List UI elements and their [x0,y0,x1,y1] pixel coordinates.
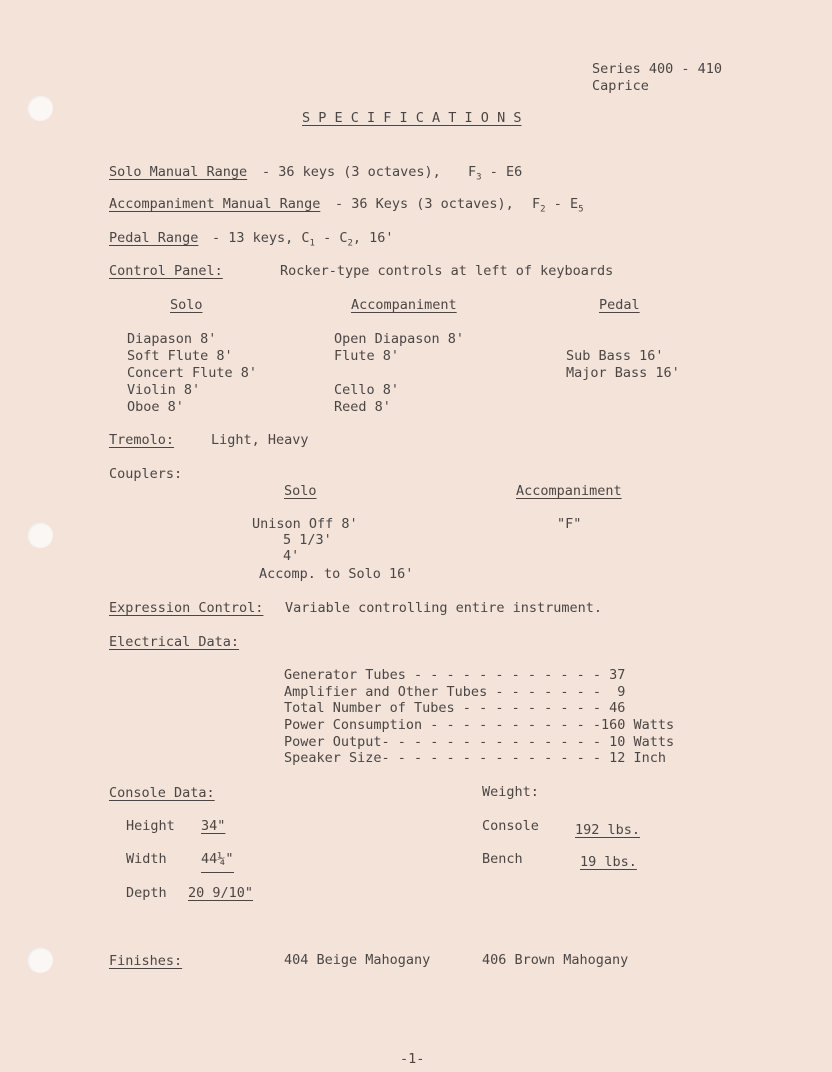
coupler-item: 4' [283,548,300,564]
model-name: Caprice [592,78,649,94]
page-title: S P E C I F I C A T I O N S [302,110,522,126]
accomp-manual-label: Accompaniment Manual Range [109,196,321,212]
console-weight-label: Console [482,818,539,834]
electrical-row: Power Consumption - - - - - - - - - - -160 Watts [284,717,675,733]
couplers-label: Couplers: [109,466,183,482]
finishes-label: Finishes: [109,953,183,969]
depth-value: 20 9/10" [188,885,254,901]
solo-column-heading: Solo [170,297,203,313]
expression-text: Variable controlling entire instrument. [285,600,602,616]
width-label: Width [126,851,167,867]
accomp-stop: Reed 8' [334,399,391,415]
coupler-accomp-item: "F" [557,516,582,532]
binder-hole-middle [27,522,53,548]
coupler-item: Unison Off 8' [252,516,358,532]
bench-weight-label: Bench [482,851,523,867]
electrical-row: Generator Tubes - - - - - - - - - - - - 37 [284,667,626,683]
finish-option: 406 Brown Mahogany [482,952,629,968]
solo-manual-label: Solo Manual Range [109,164,248,180]
console-weight-value: 192 lbs. [575,822,641,838]
solo-manual-text: - 36 keys (3 octaves), [262,164,441,180]
tremolo-text: Light, Heavy [211,432,309,448]
pedal-range-value: - 13 keys, $C_1 - C_2$, 16' [212,230,394,249]
height-label: Height [126,818,175,834]
couplers-solo-heading: Solo [284,483,317,499]
control-panel-label: Control Panel: [109,263,223,279]
electrical-row: Total Number of Tubes - - - - - - - - - 46 [284,700,626,716]
weight-label: Weight: [482,784,539,800]
electrical-row: Power Output- - - - - - - - - - - - - - 10 Watts [284,734,675,750]
solo-stop: Concert Flute 8' [127,365,258,381]
accomp-manual-range-value: $F_2 - E_5$ [532,196,584,215]
solo-stop: Diapason 8' [127,331,217,347]
electrical-row: Speaker Size- - - - - - - - - - - - - - 12 Inch [284,750,667,766]
console-data-label: Console Data: [109,785,215,801]
couplers-accomp-heading: Accompaniment [516,483,622,499]
solo-stop: Soft Flute 8' [127,348,233,364]
solo-manual-range-value: $F_3 - E6$ [468,164,523,183]
control-panel-text: Rocker-type controls at left of keyboards [280,263,614,279]
bench-weight-value: 19 lbs. [580,854,637,870]
depth-label: Depth [126,885,167,901]
pedal-column-heading: Pedal [599,297,640,313]
pedal-stop: Sub Bass 16' [566,348,664,364]
expression-label: Expression Control: [109,600,264,616]
finish-option: 404 Beige Mahogany [284,952,431,968]
binder-hole-top [27,95,53,121]
series-label: Series 400 - 410 [592,61,723,77]
accomp-stop: Open Diapason 8' [334,331,465,347]
accomp-column-heading: Accompaniment [351,297,457,313]
solo-stop: Oboe 8' [127,399,184,415]
tremolo-label: Tremolo: [109,432,175,448]
height-value: 34" [201,818,226,834]
electrical-row: Amplifier and Other Tubes - - - - - - - 9 [284,684,626,700]
accomp-manual-text: - 36 Keys (3 octaves), [335,196,514,212]
pedal-stop: Major Bass 16' [566,365,680,381]
page-number: -1- [400,1051,425,1067]
coupler-item: 5 1/3' [283,532,332,548]
width-value: 44¼" [201,851,234,873]
coupler-item: Accomp. to Solo 16' [259,566,414,582]
electrical-label: Electrical Data: [109,634,240,650]
binder-hole-bottom [27,947,53,973]
solo-stop: Violin 8' [127,382,201,398]
accomp-stop: Cello 8' [334,382,400,398]
accomp-stop: Flute 8' [334,348,400,364]
pedal-range-label: Pedal Range [109,230,199,246]
